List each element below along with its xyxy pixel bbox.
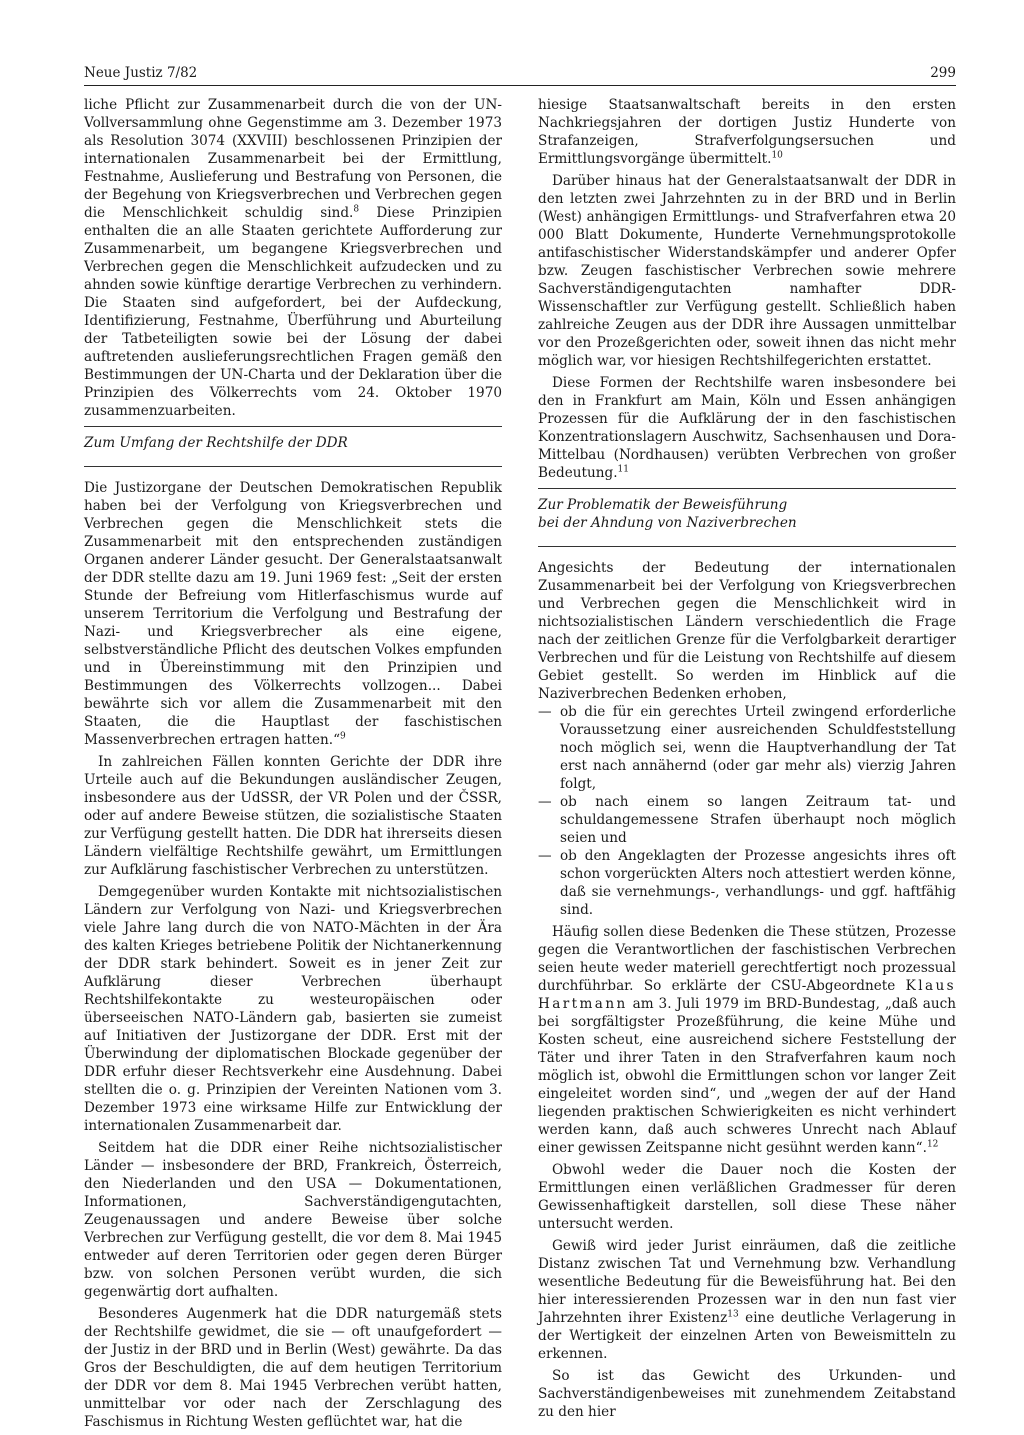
footnote-ref: 8: [353, 204, 360, 215]
page-header: [84, 64, 956, 82]
text-run: hiesige Staatsanwaltschaft bereits in den ersten Nachkriegsjahren der dortigen Justiz Hunderte von Strafanzeigen, Strafverfolgungsersuchen und Ermittlungsvorgänge übermittelt.: [538, 97, 956, 167]
text-run: Diese Formen der Rechtshilfe waren insbesondere bei den in Frankfurt am Main, Köln und Essen anhängigen Prozessen für die Aufklärung der in den faschistischen Konzentrationslagern Auschwitz, Sachsenhausen und Dora-Mittelbau (Nordhausen) verübten Verbrechen von großer Bedeutung.: [538, 375, 956, 481]
paragraph: [84, 96, 502, 420]
heading-text: bei der Ahndung von Naziverbrechen: [538, 515, 797, 531]
list-item-text: ob den Angeklagten der Prozesse angesichts ihres oft schon vorgerückten Alters noch attestiert werden könne, daß sie vernehmungs-, verhandlungs- und ggf. haftfähig sind.: [560, 848, 956, 918]
paragraph: Besonderes Augenmerk hat die DDR naturgemäß stets der Rechtshilfe gewidmet, die sie — oft unaufgefordert — der Justiz in der BRD und in Berlin (West) gewährte. Da das Gros der Beschuldigten, die auf dem heutigen Territorium der DDR vor dem 8. Mai 1945 Verbrechen verübt hatten, unmittelbar vor oder nach der Zerschlagung des Faschismus in Richtung Westen geflüchtet war, hat die: [84, 1306, 502, 1430]
dash-marker: —: [538, 704, 552, 720]
text-run: Gewiß wird jeder Jurist einräumen, daß die zeitliche Distanz zwischen Tat und Vernehmung bzw. Verhandlung wesentliche Bedeutung für die Beweisführung hat. Bei den hier interessierenden Prozessen war in den nun fast vier Jahrzehnten ihrer Existenz: [538, 1238, 956, 1326]
left-column: [84, 96, 502, 1435]
text-run: Die Justizorgane der Deutschen Demokratischen Republik haben bei der Verfolgung von Kriegsverbrechen und Verbrechen gegen die Menschlichkeit stets die Zusammenarbeit mit den entsprechenden zuständigen Organen anderer Länder gesucht. Der Generalstaatsanwalt der DDR stellte dazu am 19. Juni 1969 fest: „Seit der ersten Stunde der Befreiung vom Hitlerfaschismus wurde auf unserem Territorium die Verfolgung und Bestrafung der Nazi- und Kriegsverbrecher als eine eigene, selbstverständliche Pflicht des deutschen Volkes empfunden und in Übereinstimmung mit den Prinzipien und Bestimmungen des Völkerrechts vollzogen... Dabei bewährte sich vor allem die Zusammenarbeit mit den Staaten, die die Hauptlast der faschistischen Massenverbrechen ertragen hatten.“: [84, 480, 502, 748]
paragraph: [84, 479, 502, 749]
list-item-text: ob nach einem so langen Zeitraum tat- und schuldangemessene Strafen überhaupt noch möglich seien und: [560, 794, 956, 846]
paragraph: [538, 923, 956, 1157]
text-run: Diese Prinzipien enthalten die an alle Staaten gerichtete Aufforderung zur Zusammenarbeit, um begangene Kriegsverbrechen und Verbrechen gegen die Menschlichkeit aufzudecken und zu ahnden sowie künftige derartige Verbrechen zu verhindern. Die Staaten sind aufgefordert, bei der Aufdeckung, Identifizierung, Festnahme, Überführung und Aburteilung der Tatbeteiligten sowie bei der Lösung der dabei auftretenden auslieferungsrechtlichen Fragen gemäß den Bestimmungen der UN-Charta und der Deklaration über die Prinzipien des Völkerrechts vom 24. Oktober 1970 zusammenzuarbeiten.: [84, 205, 503, 419]
paragraph: Seitdem hat die DDR einer Reihe nichtsozialistischer Länder — insbesondere der BRD, Frankreich, Österreich, den Niederlanden und den USA — Dokumentationen, Informationen, Sachverständigengutachten, Zeugenaussagen und andere Beweise über solche Verbrechen zur Verfügung gestellt, die vor dem 8. Mai 1945 entweder auf deren Territorien oder gegen deren Bürger bzw. von solchen Personen verübt wurden, die sich gegenwärtig dort aufhalten.: [84, 1140, 502, 1300]
page-number: 299: [930, 65, 956, 81]
list-item-text: ob die für ein gerechtes Urteil zwingend erforderliche Voraussetzung einer ausreichenden Schuldfeststellung noch möglich sei, wenn die Hauptverhandlung der Tat erst nach annähernd (oder gar mehr als) vierzig Jahren folgt,: [560, 704, 956, 792]
dash-marker: —: [538, 794, 552, 810]
paragraph: In zahlreichen Fällen konnten Gerichte der DDR ihre Urteile auch auf die Bekundungen ausländischer Zeugen, insbesondere aus der UdSSR, der VR Polen und der ČSSR, oder auf andere Beweise stützen, die sozialistische Staaten zur Verfügung gestellt hatten. Die DDR hat ihrerseits diesen Ländern vielfältige Rechtshilfe gewährt, um Ermittlungen zur Aufklärung faschistischer Verbrechen zu unterstützen.: [84, 754, 502, 878]
list-item: [538, 847, 956, 919]
text-run: Häufig sollen diese Bedenken die These stützen, Prozesse gegen die Verantwortlichen der faschistischen Verbrechen seien heute weder materiell gerechtfertigt noch prozessual durchführbar. So erklärte der CSU-Abgeordnete: [538, 924, 956, 994]
section-heading: [538, 488, 956, 547]
paragraph: [538, 96, 956, 168]
footnote-ref: 13: [727, 1309, 739, 1320]
person-name: Klaus Hartmann: [538, 978, 956, 1012]
section-heading: [84, 426, 502, 467]
text-run: eine deutliche Verlagerung in der Wertigkeit der einzelnen Arten von Beweismitteln zu erkennen.: [538, 1310, 956, 1362]
bullet-list: [538, 703, 956, 919]
paragraph: Darüber hinaus hat der Generalstaatsanwalt der DDR in den letzten zwei Jahrzehnten zu in der BRD und in Berlin (West) anhängigen Ermittlungs- und Strafverfahren etwa 20 000 Blatt Dokumente, Hunderte Vernehmungsprotokolle antifaschistischer Widerstandskämpfer und anderer Opfer bzw. Zeugen faschistischer Verbrechen sowie mehrere Sachverständigengutachten namhafter DDR-Wissenschaftler zur Verfügung gestellt. Schließlich haben zahlreiche Zeugen aus der DDR ihre Aussagen unmittelbar vor den Prozeßgerichten oder, soweit ihnen das nicht mehr möglich war, vor hiesigen Rechtshilfegerichten erstattet.: [538, 173, 956, 369]
heading-text: Zum Umfang der Rechtshilfe der DDR: [84, 435, 348, 451]
paragraph: Obwohl weder die Dauer noch die Kosten der Ermittlungen einen verläßlichen Gradmesser für deren Gewissenhaftigkeit darstellen, soll diese These näher untersucht werden.: [538, 1162, 956, 1232]
paragraph: Angesichts der Bedeutung der internationalen Zusammenarbeit bei der Verfolgung von Kriegsverbrechen und Verbrechen gegen die Menschlichkeit wird in nichtsozialistischen Ländern verschiedentlich die Frage nach der zeitlichen Grenze für die Verfolgbarkeit derartiger Verbrechen und für die Leistung von Rechtshilfe auf diesem Gebiet gestellt. So werden im Hinblick auf die Naziverbrechen Bedenken erhoben,: [538, 560, 956, 702]
footnote-ref: 11: [617, 464, 629, 475]
heading-text: Zur Problematik der Beweisführung: [538, 497, 788, 513]
paragraph: Demgegenüber wurden Kontakte mit nichtsozialistischen Ländern zur Verfolgung von Nazi- und Kriegsverbrechen viele Jahre lang durch die von NATO-Mächten in der Ära des kalten Krieges betriebene Politik der Nichtanerkennung der DDR stark behindert. Soweit es in jener Zeit zur Aufklärung dieser Verbrechen überhaupt Rechtshilfekontakte zu westeuropäischen oder überseeischen NATO-Ländern gab, basierten sie zumeist auf Initiativen der Justizorgane der DDR. Erst mit der Überwindung der diplomatischen Blockade gegenüber der DDR erfuhr dieser Rechtsverkehr eine Ausdehnung. Dabei stellten die o. g. Prinzipien der Vereinten Nationen vom 3. Dezember 1973 eine wirksame Hilfe zur Entwicklung der internationalen Zusammenarbeit dar.: [84, 884, 502, 1134]
journal-title: Neue Justiz 7/82: [84, 65, 198, 81]
right-column: [538, 96, 956, 1425]
text-run: liche Pflicht zur Zusammenarbeit durch die von der UN-Vollversammlung ohne Gegenstimme am 3. Dezember 1973 als Resolution 3074 (XXVIII) beschlossenen Prinzipien der internationalen Zusammenarbeit bei der Ermittlung, Festnahme, Auslieferung und Bestrafung von Personen, die der Begehung von Kriegsverbrechen und Verbrechen gegen die Menschlichkeit schuldig sind.: [84, 97, 502, 221]
footnote-ref: 9: [340, 731, 346, 742]
footnote-ref: 10: [771, 150, 783, 161]
list-item: [538, 703, 956, 793]
list-item: [538, 793, 956, 847]
paragraph: So ist das Gewicht des Urkunden- und Sachverständigenbeweises mit zunehmendem Zeitabstand zu den hier: [538, 1368, 956, 1420]
header-rule: [84, 85, 956, 86]
footnote-ref: 12: [926, 1139, 939, 1150]
paragraph: [538, 1237, 956, 1363]
dash-marker: —: [538, 848, 552, 864]
paragraph: [538, 374, 956, 482]
text-run: am 3. Juli 1979 im BRD-Bundestag, „daß auch bei sorgfältigster Prozeßführung, die keine Mühe und Kosten scheut, eine ausreichend sichere Feststellung der Täter und ihrer Taten in den Strafverfahren kaum noch möglich ist, obwohl die Ermittlungen schon vor langer Zeit eingeleitet worden sind“, und „wegen der auf der Hand liegenden praktischen Schwierigkeiten es nicht verhindert werden kann, daß auch schweres Unrecht nach Ablauf einer gewissen Zeitspanne nicht gesühnt werden kann“.: [538, 996, 956, 1156]
